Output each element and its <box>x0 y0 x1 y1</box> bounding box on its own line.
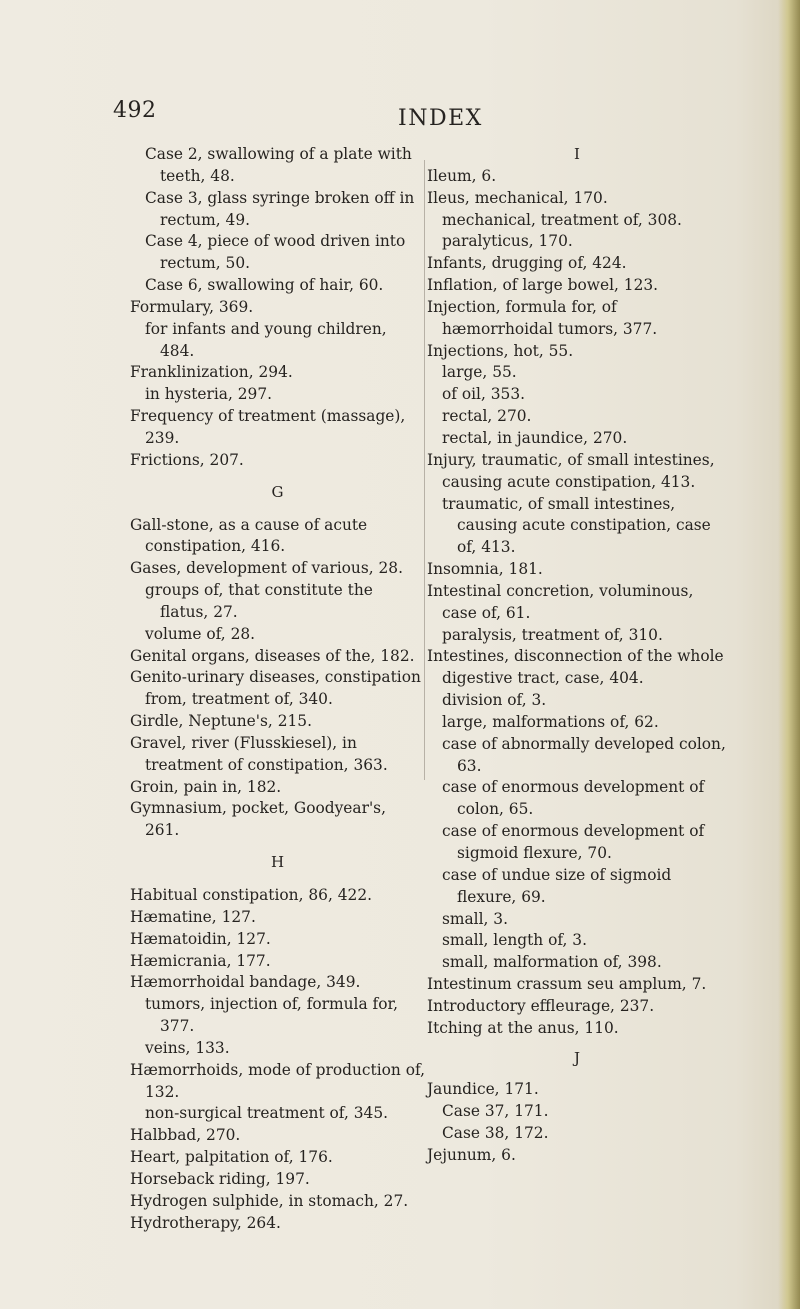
index-subentry: Case 38, 172. <box>442 1124 549 1143</box>
index-entry: Infants, drugging of, 424. <box>427 254 627 273</box>
index-subentry: case of enormous development of sigmoid flexure, 70. <box>442 822 705 862</box>
index-entry: Jaundice, 171. <box>427 1080 539 1099</box>
index-entry: Hæmatoidin, 127. <box>130 929 271 948</box>
index-subentry: in hysteria, 297. <box>145 385 273 404</box>
index-subentry: Case 3, glass syringe broken off in rectum, 49. <box>145 188 415 229</box>
index-entry: Horseback riding, 197. <box>130 1169 310 1188</box>
index-entry: Gymnasium, pocket, Goodyear's, 261. <box>130 799 386 840</box>
index-subentry: paralyticus, 170. <box>442 232 573 251</box>
index-entry: Insomnia, 181. <box>427 560 543 579</box>
index-entry: Inflation, of large bowel, 123. <box>427 276 659 295</box>
index-entry: Hæmorrhoidal bandage, 349. <box>130 973 361 992</box>
index-entry: Gases, development of various, 28. <box>130 559 403 578</box>
page-edge-shadow <box>778 0 800 1309</box>
index-entry: Hæmorrhoids, mode of production of, 132. <box>130 1060 426 1101</box>
index-subentry: groups of, that constitute the flatus, 27. <box>145 581 373 621</box>
index-column-left <box>130 144 425 1235</box>
index-subentry: Case 4, piece of wood driven into rectum, 50. <box>145 232 406 273</box>
running-head: INDEX <box>398 106 483 131</box>
index-entry: Genito-urinary diseases, constipation from, treatment of, 340. <box>130 668 421 709</box>
index-entry: Hydrotherapy, 264. <box>130 1213 281 1232</box>
page-number: 492 <box>113 98 157 123</box>
index-entry: Injury, traumatic, of small intestines, causing acute constipation, 413. <box>427 450 715 491</box>
index-subentry: veins, 133. <box>145 1038 230 1057</box>
index-entry: Ileus, mechanical, 170. <box>427 188 608 207</box>
index-subentry: Case 37, 171. <box>442 1102 549 1121</box>
index-entry: Frictions, 207. <box>130 450 244 469</box>
section-letter: I <box>574 145 580 163</box>
index-entry: Injections, hot, 55. <box>427 341 574 360</box>
index-entry: Hydrogen sulphide, in stomach, 27. <box>130 1191 409 1210</box>
index-subentry: paralysis, treatment of, 310. <box>442 625 663 644</box>
section-letter: G <box>271 482 284 501</box>
index-entry: Jejunum, 6. <box>427 1145 516 1164</box>
index-entry: Itching at the anus, 110. <box>427 1018 619 1037</box>
index-entry: Introductory effleurage, 237. <box>427 996 655 1015</box>
index-subentry: traumatic, of small intestines, causing acute constipation, case of, 413. <box>442 494 711 557</box>
index-subentry: non-surgical treatment of, 345. <box>145 1104 389 1123</box>
index-subentry: mechanical, treatment of, 308. <box>442 210 682 229</box>
index-subentry: small, malformation of, 398. <box>442 953 662 972</box>
index-entry: Hæmatine, 127. <box>130 907 256 926</box>
index-subentry: for infants and young children, 484. <box>145 319 387 360</box>
index-subentry: large, malformations of, 62. <box>442 712 659 731</box>
index-entry: Gravel, river (Flusskiesel), in treatment of constipation, 363. <box>130 733 388 774</box>
index-column-right <box>427 144 727 1167</box>
index-entry: Gall-stone, as a cause of acute constipation, 416. <box>130 515 368 556</box>
index-entry: Halbbad, 270. <box>130 1126 241 1145</box>
index-subentry: small, 3. <box>442 909 508 928</box>
index-subentry: volume of, 28. <box>145 624 256 643</box>
index-subentry: division of, 3. <box>442 691 547 710</box>
section-letter: J <box>573 1048 580 1067</box>
index-subentry: rectal, 270. <box>442 407 532 426</box>
index-subentry: of oil, 353. <box>442 385 526 404</box>
index-subentry: tumors, injection of, formula for, 377. <box>145 995 399 1036</box>
index-entry: Heart, palpitation of, 176. <box>130 1148 333 1167</box>
index-entry: Intestinum crassum seu amplum, 7. <box>427 975 707 994</box>
index-entry: Formulary, 369. <box>130 297 254 316</box>
index-subentry: case of undue size of sigmoid flexure, 69. <box>442 865 672 906</box>
index-subentry: small, length of, 3. <box>442 931 587 950</box>
index-entry: Ileum, 6. <box>427 166 497 185</box>
index-entry: Genital organs, diseases of the, 182. <box>130 646 415 665</box>
index-entry: Frequency of treatment (massage), 239. <box>130 407 406 447</box>
index-entry: Groin, pain in, 182. <box>130 777 282 796</box>
index-entry: Girdle, Neptune's, 215. <box>130 712 312 731</box>
index-entry: Franklinization, 294. <box>130 363 293 382</box>
index-subentry: Case 6, swallowing of hair, 60. <box>145 276 384 295</box>
index-entry: Intestinal concretion, voluminous, case of, 61. <box>427 581 694 622</box>
section-letter: H <box>270 853 285 872</box>
index-subentry: rectal, in jaundice, 270. <box>442 428 628 447</box>
index-entry: Injection, formula for, of hæmorrhoidal tumors, 377. <box>427 297 658 338</box>
index-entry: Habitual constipation, 86, 422. <box>130 886 372 904</box>
index-entry: Hæmicrania, 177. <box>130 951 271 970</box>
index-subentry: Case 2, swallowing of a plate with teeth, 48. <box>145 145 412 185</box>
index-subentry: case of abnormally developed colon, 63. <box>442 734 726 775</box>
index-entry: Intestines, disconnection of the whole digestive tract, case, 404. <box>427 647 724 688</box>
index-subentry: large, 55. <box>442 363 517 382</box>
index-subentry: case of enormous development of colon, 65. <box>442 778 705 819</box>
